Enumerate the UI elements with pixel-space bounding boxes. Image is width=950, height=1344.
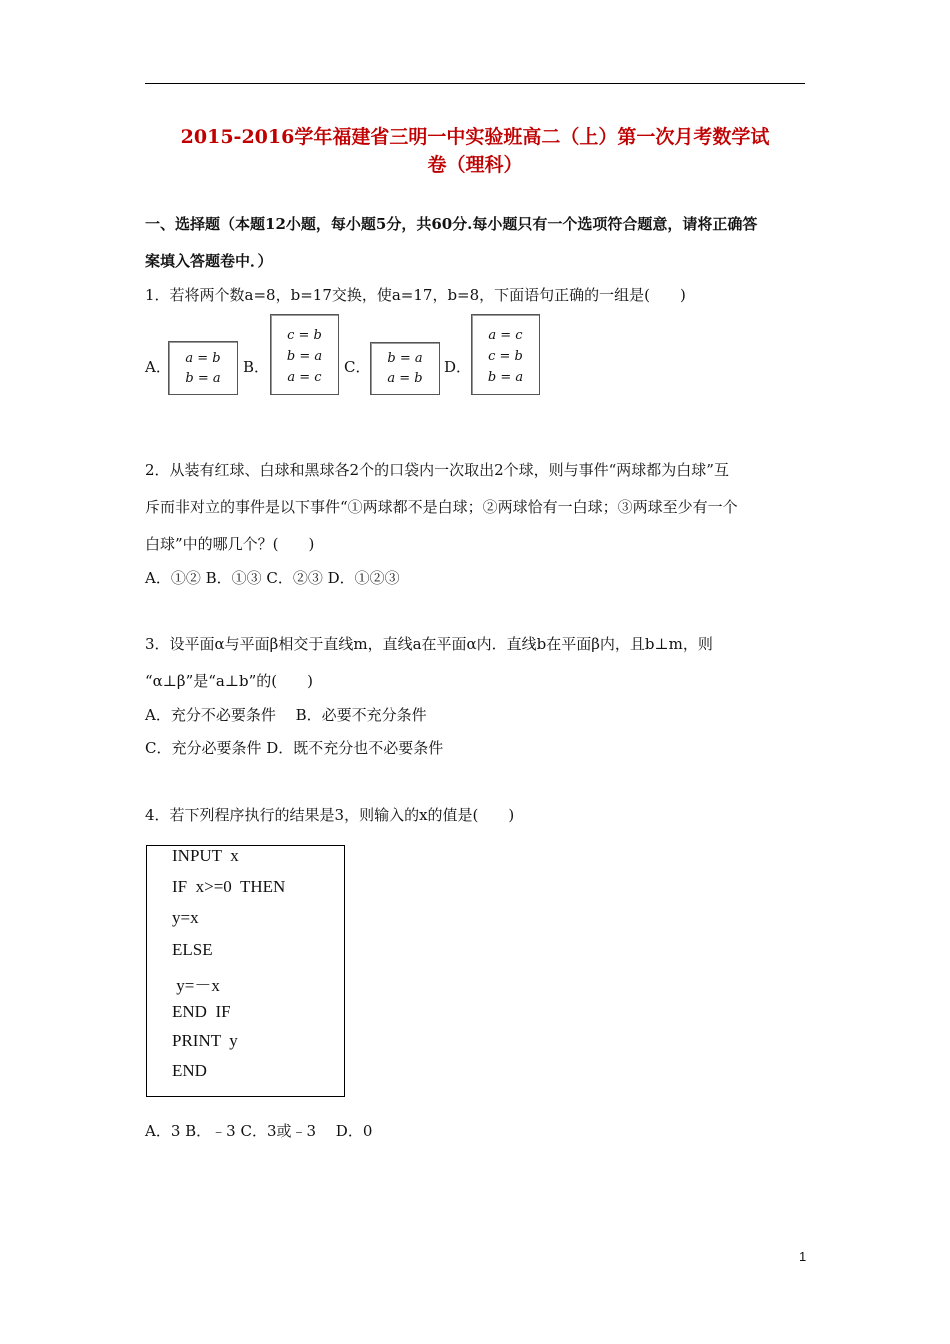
section-heading-line1: 一、选择题（本题12小题，每小题5分，共60分.每小题只有一个选项符合题意，请将正确答 [145,215,758,233]
question-3-options-cd: C．充分必要条件 D．既不充分也不必要条件 [145,739,444,757]
question-3-line2: “α⊥β”是“a⊥b”的( ) [145,672,313,690]
q1-a-line2: b = a [185,371,221,386]
q1-option-a-label: A． [145,358,171,376]
question-3-line1: 3．设平面α与平面β相交于直线m，直线a在平面α内．直线b在平面β内，且b⊥m，则 [145,635,713,653]
code-line: INPUT x [172,846,239,865]
code-line: y=－x [172,976,220,995]
page-number: 1 [799,1249,807,1264]
code-line: END [172,1061,207,1080]
header-rule [145,83,805,84]
q1-option-c-box [370,342,440,395]
q1-b-line3: a = c [287,370,322,385]
q1-c-line1: b = a [387,351,423,366]
question-1-stem: 1．若将两个数a=8，b=17交换，使a=17，b=8，下面语句正确的一组是( ) [145,286,686,304]
q1-option-b-box [270,314,339,395]
question-2-line1: 2．从装有红球、白球和黑球各2个的口袋内一次取出2个球，则与事件“两球都为白球”互 [145,461,729,479]
section-heading-line2: 案填入答题卷中．） [145,252,273,270]
q1-d-line1: a = c [488,328,523,343]
question-2-line2: 斥而非对立的事件是以下事件“①两球都不是白球；②两球恰有一白球；③两球至少有一个 [145,498,738,516]
q1-a-line1: a = b [185,351,221,366]
code-line: y=x [172,908,199,927]
question-3-options-ab: A．充分不必要条件 B．必要不充分条件 [145,706,427,724]
q1-option-b-label: B． [243,358,270,376]
question-4-stem: 4．若下列程序执行的结果是3，则输入的x的值是( ) [145,806,515,824]
q1-option-d-label: D． [444,358,472,376]
code-line: PRINT y [172,1031,238,1050]
question-2-line3: 白球”中的哪几个？( ) [145,535,315,553]
q1-b-line1: c = b [287,328,322,343]
q1-option-c-label: C． [344,358,371,376]
q1-option-d-box [471,314,540,395]
document-title-line2: 卷（理科） [427,154,523,176]
question-2-options: A．①② B．①③ C．②③ D．①②③ [145,569,400,587]
code-line: END IF [172,1002,231,1021]
q1-d-line2: c = b [488,349,523,364]
q1-d-line3: b = a [487,370,524,385]
code-line: IF x>=0 THEN [172,877,286,896]
question-4-options: A．3 B．﹣3 C．3或﹣3 D．0 [145,1122,373,1140]
q1-option-a-box [168,341,238,395]
document-title-line1: 2015-2016学年福建省三明一中实验班高二（上）第一次月考数学试 [180,126,770,148]
code-line: ELSE [172,940,213,959]
q1-c-line2: a = b [387,371,423,386]
program-code-box [146,845,345,1097]
q1-b-line2: b = a [286,349,323,364]
